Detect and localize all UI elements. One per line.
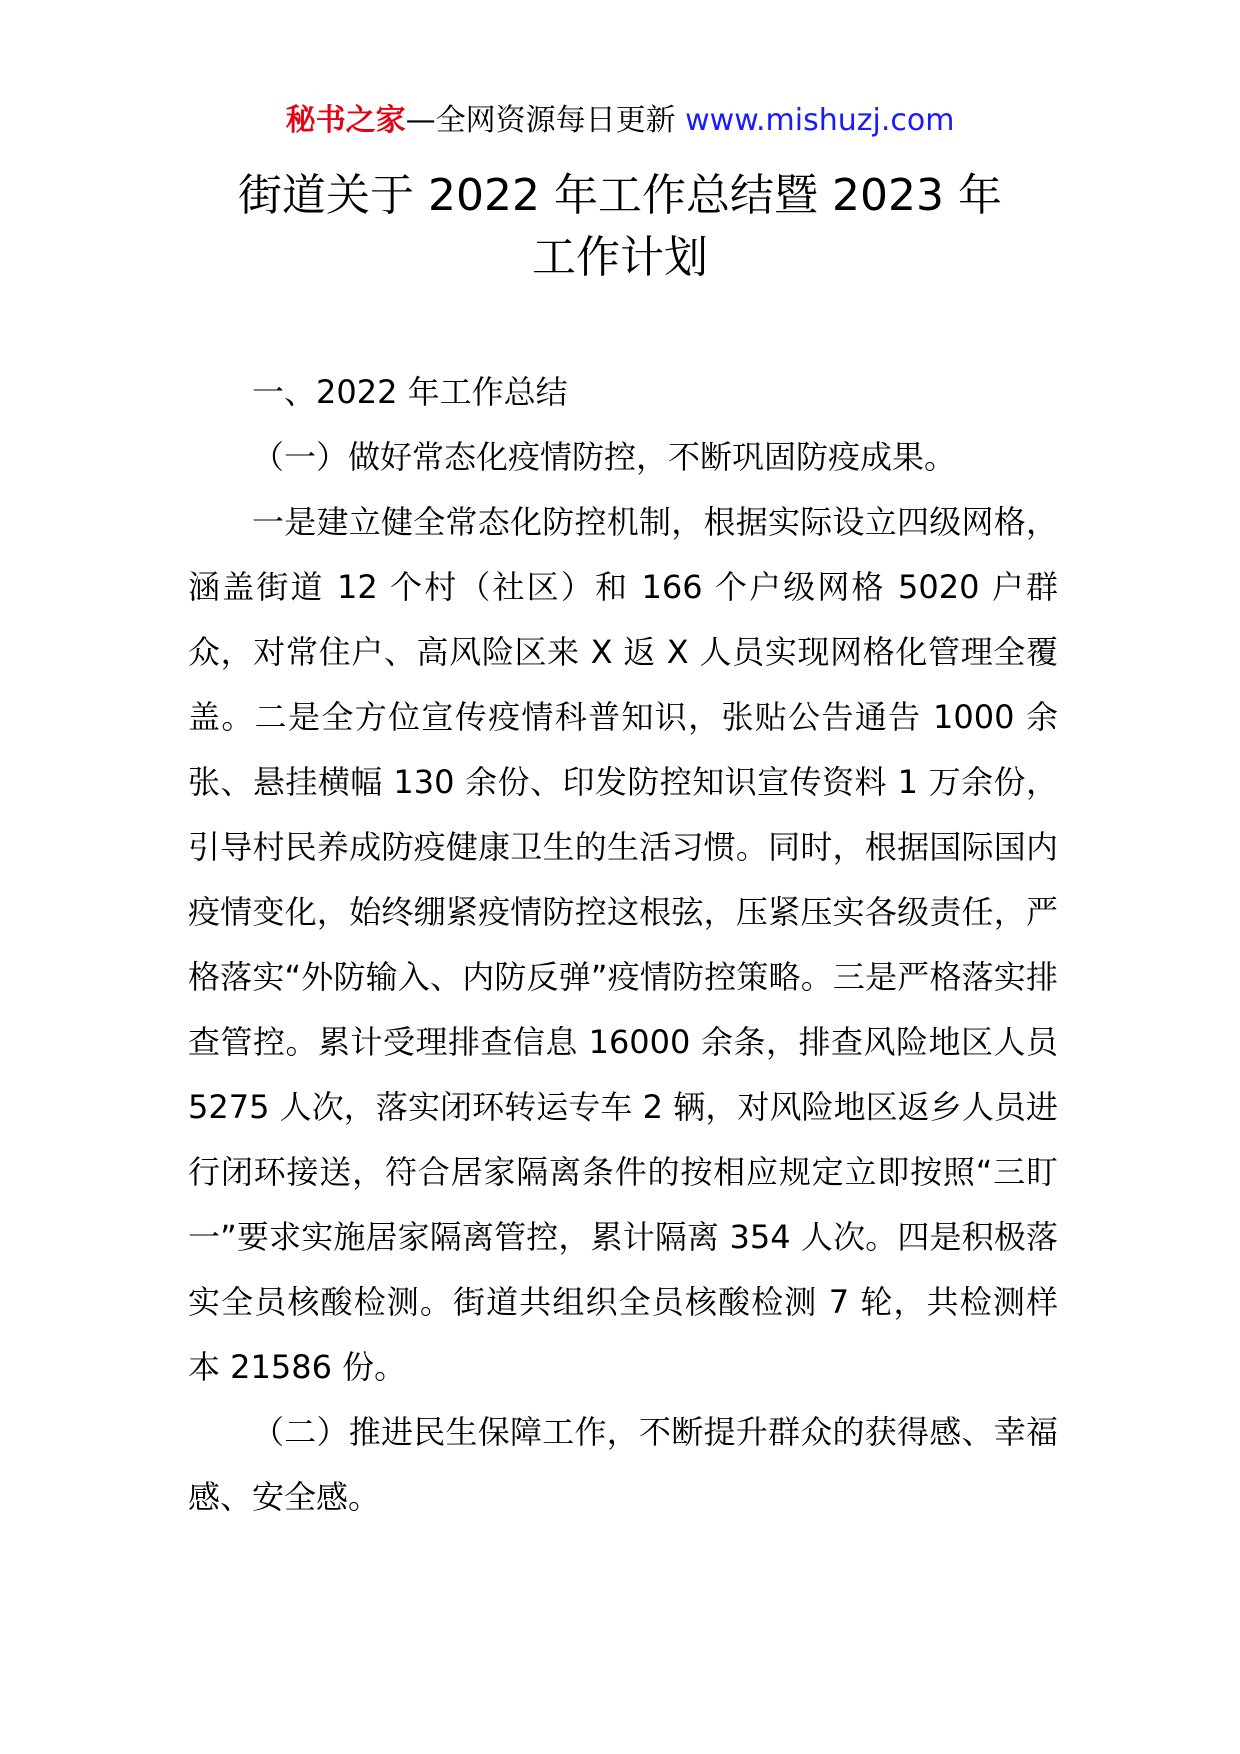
subsection-heading: （一）做好常态化疫情防控，不断巩固防疫成果。 bbox=[252, 438, 957, 476]
subsection-heading: （二）推进民生保障工作，不断提升群众的获得感、幸福感、安全感。 bbox=[188, 1413, 1058, 1516]
body-paragraph: 一是建立健全常态化防控机制，根据实际设立四级网格，涵盖街道 12 个村（社区）和 166 个户级网格 5020 户群众，对常住户、高风险区来 X 返 X 人员实现网格化管理全覆盖。二是全方位宣传疫情科普知识，张贴公告通告 1000 余张、悬挂横幅 130 余份、印发防控知识宣传资料 1 万余份，引导村民养成防疫健康卫生的生活习惯。同时，根据国际国内疫情变化，始终绷紧疫情防控这根弦，压紧压实各级责任，严格落实“外防输入、内防反弹”疫情防控策略。三是严格落实排查管控。累计受理排查信息 16000 余条，排查风险地区人员 5275 人次，落实闭环转运专车 2 辆，对风险地区返乡人员进行闭环接送，符合居家隔离条件的按相应规定立即按照“三盯一”要求实施居家隔离管控，累计隔离 354 人次。四是积极落实全员核酸检测。街道共组织全员核酸检测 7 轮，共检测样本 21586 份。 bbox=[188, 503, 1058, 1386]
document-title-line-1: 街道关于 2022 年工作总结暨 2023 年 bbox=[238, 170, 1002, 221]
site-url-link[interactable]: www.mishuzj.com bbox=[685, 103, 955, 138]
site-header bbox=[0, 101, 1240, 141]
section-heading: 一、2022 年工作总结 bbox=[252, 373, 568, 411]
site-name: 秘书之家 bbox=[285, 103, 406, 138]
document-body bbox=[188, 360, 1058, 1530]
site-slogan: —全网资源每日更新 bbox=[405, 103, 686, 138]
document-title-line-2: 工作计划 bbox=[532, 232, 708, 283]
